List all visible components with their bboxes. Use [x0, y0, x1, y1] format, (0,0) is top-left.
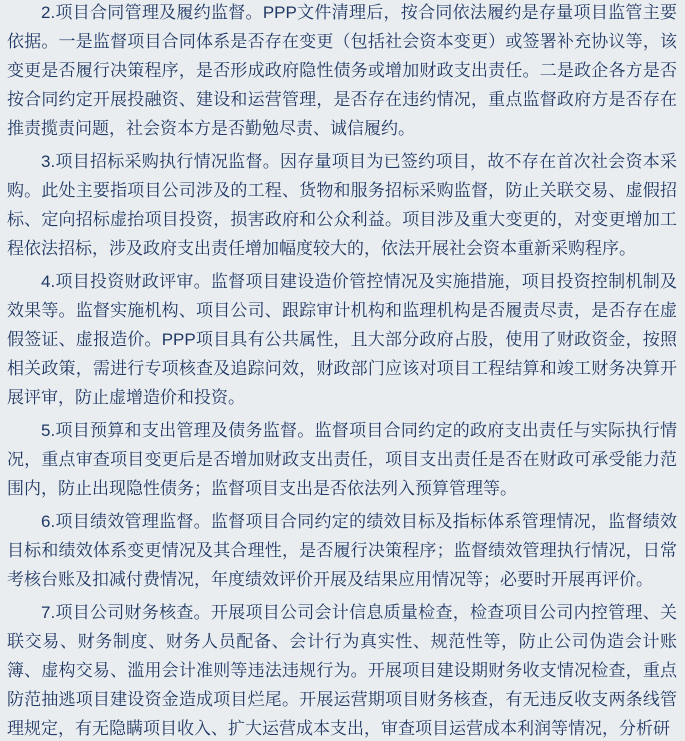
- paragraph-company-financial-audit: 7.项目公司财务核查。开展项目公司会计信息质量检查，检查项目公司内控管理、关联交易、财务制度、财务人员配备、会计行为真实性、规范性等，防止公司伪造会计账簿、虚构交易、滥用会计准则等违法违规行为。开展项目建设期财务收支情况检查，重点防范抽逃项目建设资金造成项目烂尾。开展运营期项目财务核查，有无违反收支两条线管理规定，有无隐瞒项目收入、扩大运营成本支出，审查项目运营成本利润等情况，分析研: [7, 603, 677, 738]
- paragraph-performance-management-supervision: 6.项目绩效管理监督。监督项目合同约定的绩效目标及指标体系管理情况，监督绩效目标和绩效体系变更情况及其合理性，是否履行决策程序；监督绩效管理执行情况，日常考核台账及扣减付费情况，年度绩效评价开展及结果应用情况等；必要时开展再评价。: [7, 512, 677, 589]
- paragraph-bidding-procurement-supervision: 3.项目招标采购执行情况监督。因存量项目为已签约项目，故不存在首次社会资本采购。此处主要指项目公司涉及的工程、货物和服务招标采购监督，防止关联交易、虚假招标、定向招标虚抬项目投资，损害政府和公众利益。项目涉及重大变更的，对变更增加工程依法招标，涉及政府支出责任增加幅度较大的，依法开展社会资本重新采购程序。: [7, 152, 677, 258]
- paragraph-contract-supervision: 2.项目合同管理及履约监督。PPP文件清理后，按合同依法履约是存量项目监管主要依据。一是监督项目合同体系是否存在变更（包括社会资本变更）或签署补充协议等，该变更是否履行决策程序，是否形成政府隐性债务或增加财政支出责任。二是政企各方是否按合同约定开展投融资、建设和运营管理，是否存在违约情况，重点监督政府方是否存在推责揽责问题，社会资本方是否勤勉尽责、诚信履约。: [7, 3, 677, 138]
- paragraph-budget-expenditure-debt-supervision: 5.项目预算和支出管理及债务监督。监督项目合同约定的政府支出责任与实际执行情况，重点审查项目变更后是否增加财政支出责任，项目支出责任是否在财政可承受能力范围内，防止出现隐性债务；监督项目支出是否依法列入预算管理等。: [7, 421, 677, 498]
- paragraph-investment-fiscal-review: 4.项目投资财政评审。监督项目建设造价管控情况及实施措施，项目投资控制机制及效果等。监督实施机构、项目公司、跟踪审计机构和监理机构是否履责尽责，是否存在虚假签证、虚报造价。PPP项目具有公共属性，且大部分政府占股，使用了财政资金，按照相关政策，需进行专项核查及追踪问效，财政部门应该对项目工程结算和竣工财务决算开展评审，防止虚增造价和投资。: [7, 272, 677, 407]
